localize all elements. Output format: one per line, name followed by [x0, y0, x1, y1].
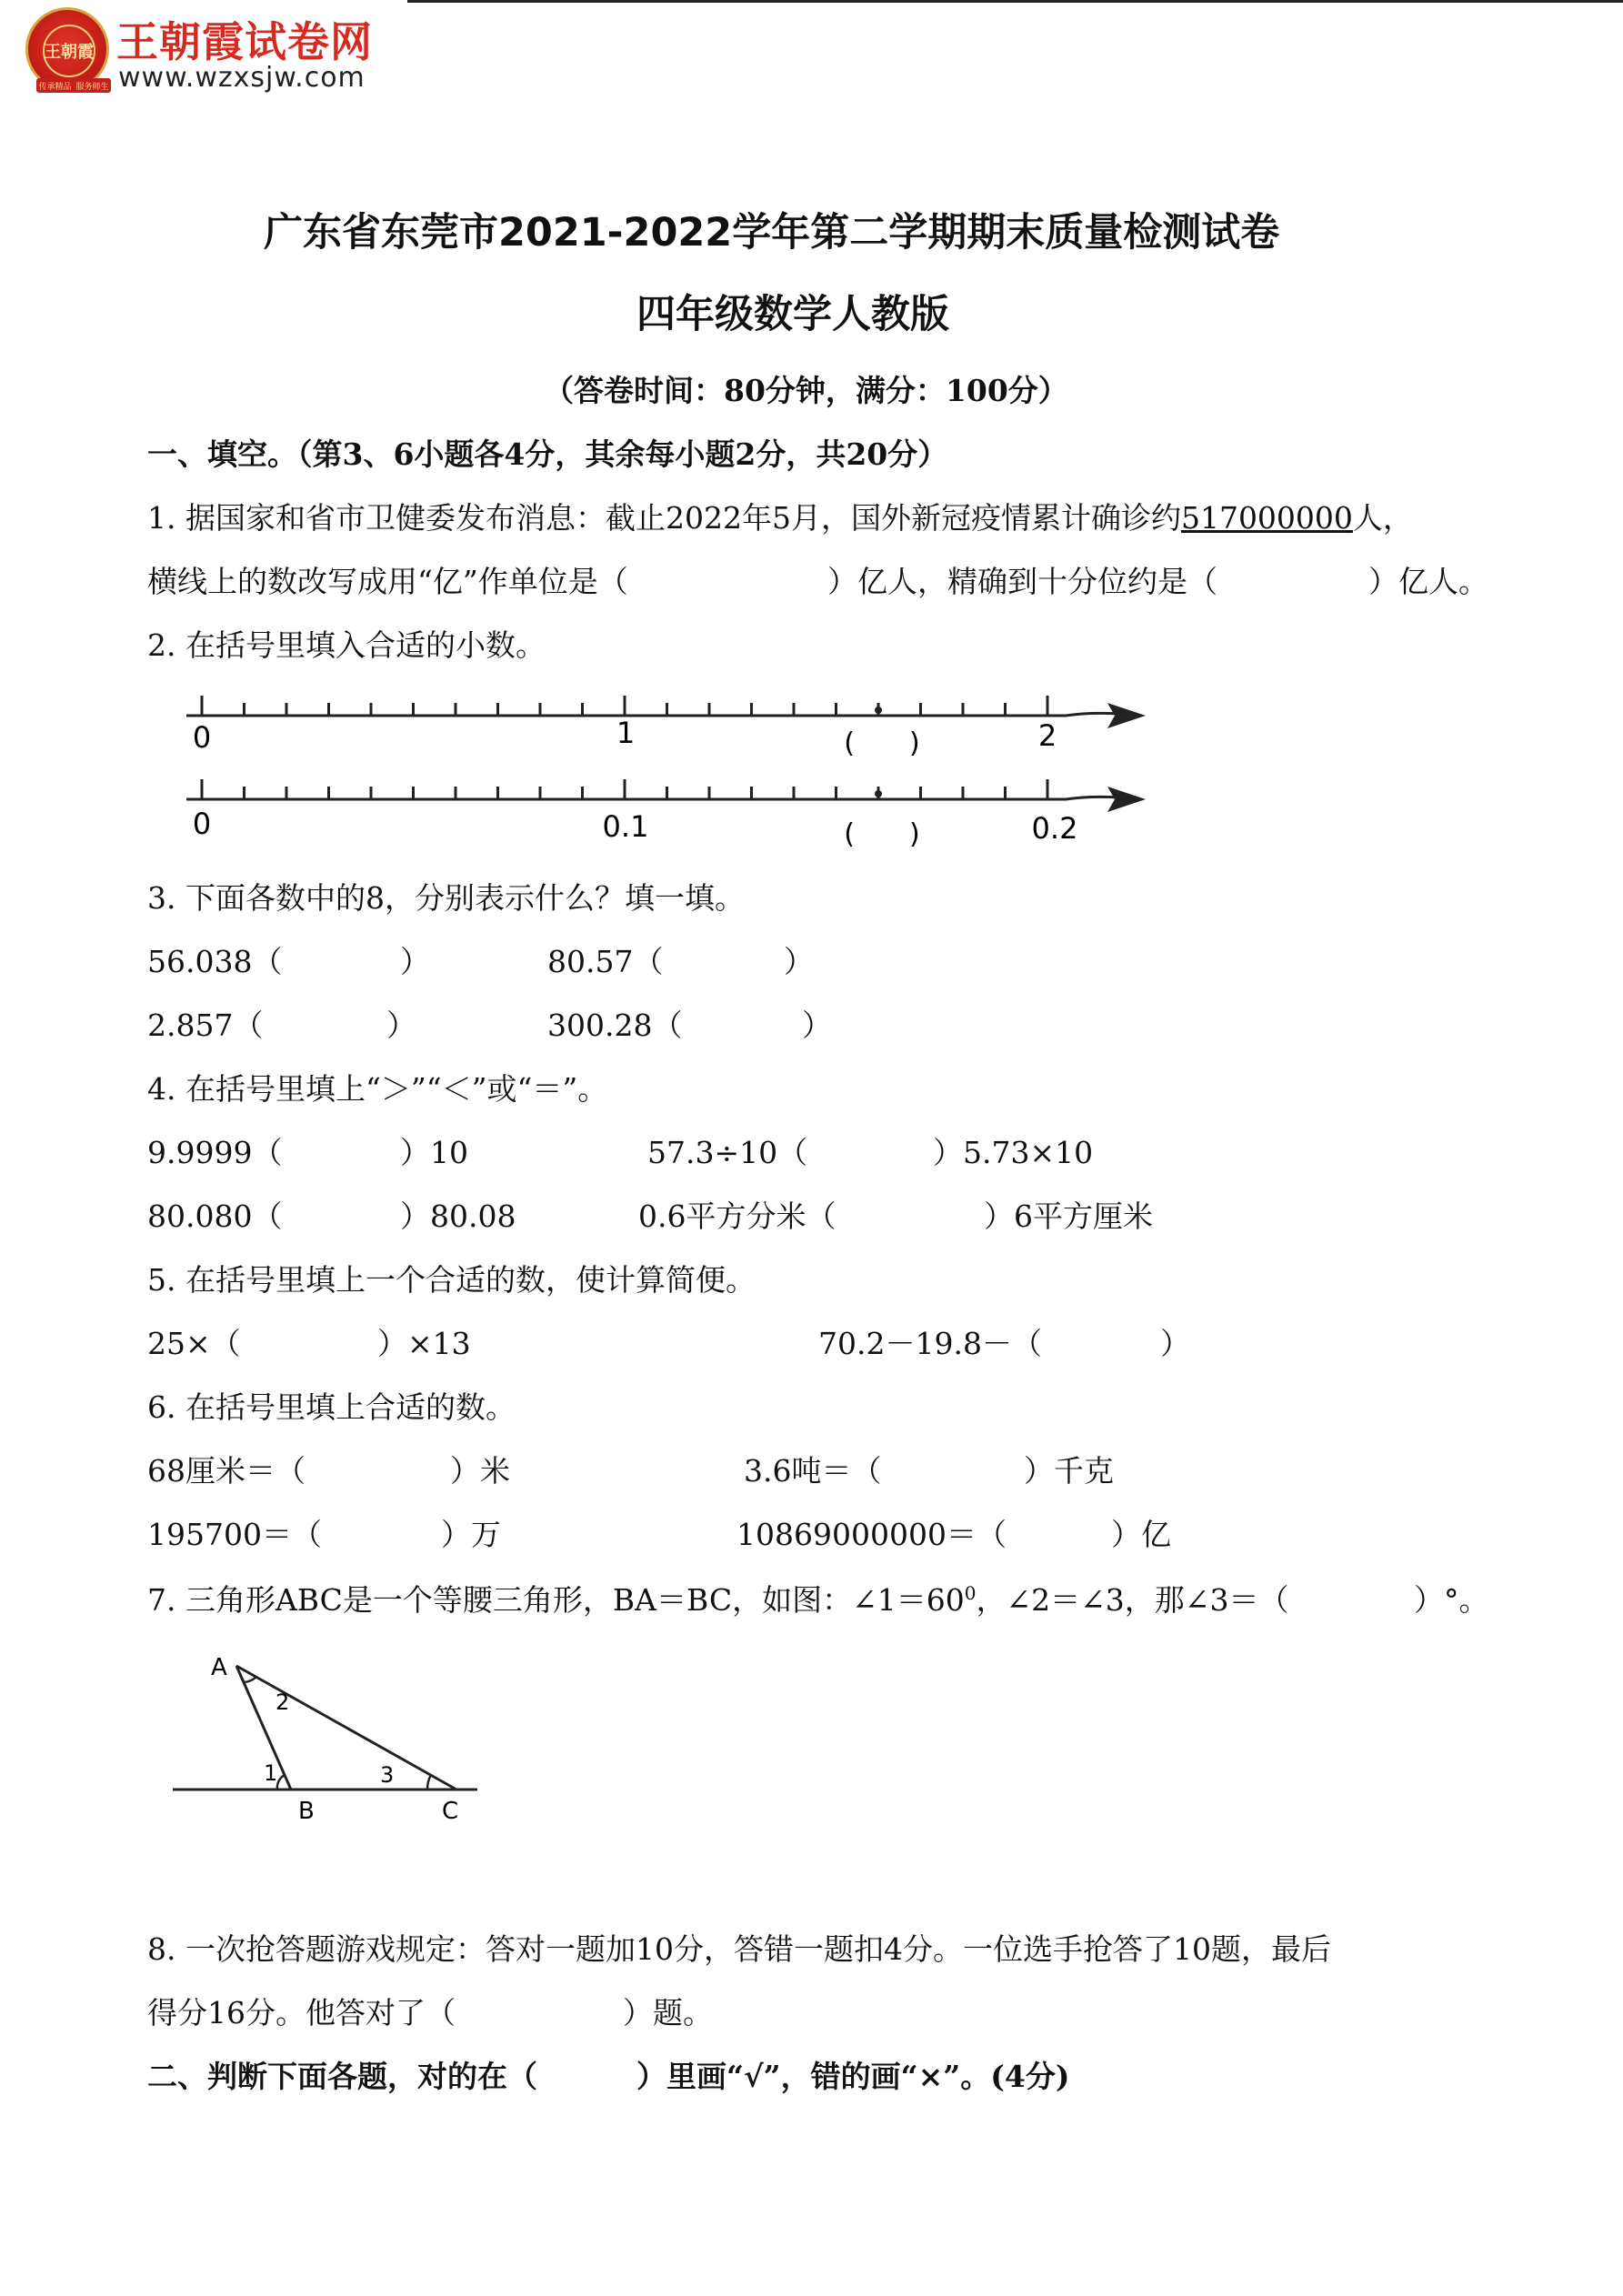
- nl1-label-0: 0: [192, 720, 212, 755]
- nl2-label-1: 0.1: [602, 809, 649, 844]
- q3-item-4b: ）: [802, 1008, 832, 1043]
- q6-item-4a: 10869000000＝（: [736, 1517, 1007, 1552]
- q1-line2-c: ）亿人。: [1368, 564, 1488, 599]
- q3-item-3a: 2.857（: [147, 1008, 264, 1043]
- logo-ribbon: [36, 78, 111, 93]
- nl1-blank: ( ): [844, 727, 920, 759]
- q7-text-b: ，∠2＝∠3，那∠3＝（: [976, 1582, 1289, 1618]
- q4-text: 4. 在括号里填上“＞”“＜”或“＝”。: [147, 1071, 608, 1107]
- q7-angle1: ∠1＝60: [852, 1582, 965, 1618]
- q3-item-2a: 80.57（: [547, 944, 664, 979]
- q1-number: 517000000: [1180, 500, 1353, 536]
- triangle-figure: [164, 1637, 491, 1837]
- nl2-label-0: 0: [192, 807, 212, 841]
- fig-label-1: 1: [264, 1760, 278, 1786]
- nl2-label-2: 0.2: [1031, 811, 1078, 846]
- section2-heading-b: ）里画“√”，错的画“×”。(4分): [636, 2059, 1070, 2094]
- q2-text: 2. 在括号里填入合适的小数。: [147, 627, 546, 663]
- fig-label-3: 3: [380, 1762, 395, 1788]
- q5-item-2b: ）: [1160, 1326, 1190, 1361]
- nl2-blank: ( ): [844, 818, 920, 850]
- marked-point: [875, 790, 882, 797]
- q3-item-2b: ）: [784, 944, 814, 979]
- q6-item-3a: 195700＝（: [147, 1517, 322, 1552]
- q7-text-c: ）°。: [1414, 1582, 1489, 1618]
- q1-line1: [147, 495, 1413, 537]
- q4-item-1a: 9.9999（: [147, 1135, 283, 1170]
- q3-item-1a: 56.038（: [147, 944, 283, 979]
- q7-text-a: 7. 三角形ABC是一个等腰三角形，BA＝BC，如图：: [147, 1582, 853, 1618]
- q4-item-3b: ）80.08: [400, 1198, 516, 1234]
- q3-item-3b: ）: [386, 1008, 416, 1043]
- q5-item-1b: ）×13: [377, 1326, 471, 1361]
- nl1-label-2: 2: [1037, 718, 1057, 753]
- q5-item-2a: 70.2－19.8－（: [818, 1326, 1042, 1361]
- ribbon-right: 服务师生: [75, 82, 109, 92]
- q1-line2-a: 横线上的数改写成用“亿”作单位是（: [147, 564, 628, 599]
- q4-item-3a: 80.080（: [147, 1198, 283, 1234]
- q4-item-4a: 0.6平方分米（: [638, 1198, 837, 1234]
- fig-label-2: 2: [276, 1689, 290, 1715]
- q5-item-1a: 25×（: [147, 1326, 241, 1361]
- q6-item-1a: 68厘米＝（: [147, 1453, 306, 1489]
- marked-point: [875, 707, 882, 714]
- q8-line2-a: 得分16分。他答对了（: [147, 1995, 456, 2030]
- q3-item-4a: 300.28（: [547, 1008, 683, 1043]
- exam-note: （答卷时间：80分钟，满分：100分）: [544, 373, 1068, 408]
- site-url[interactable]: www.wzxsjw.com: [118, 62, 366, 94]
- q6-text: 6. 在括号里填上合适的数。: [147, 1389, 516, 1425]
- ribbon-left: 传承精品: [38, 82, 72, 92]
- exam-title: 广东省东莞市2021-2022学年第二学期期末质量检测试卷: [264, 210, 1280, 256]
- q4-item-4b: ）6平方厘米: [984, 1198, 1153, 1234]
- number-line-2: [182, 768, 1164, 859]
- q7-text: [147, 1577, 1288, 1619]
- logo-seal: 王朝霞: [43, 25, 95, 77]
- section2-heading-a: 二、判断下面各题，对的在（: [147, 2059, 537, 2094]
- fig-label-B: B: [298, 1798, 315, 1825]
- q8-line2-b: ）题。: [623, 1995, 713, 2030]
- fig-label-C: C: [442, 1798, 459, 1825]
- q6-item-2a: 3.6吨＝（: [744, 1453, 882, 1489]
- q1-line2-b: ）亿人，精确到十分位约是（: [827, 564, 1217, 599]
- q1-text-post: 人，: [1352, 500, 1413, 536]
- q3-item-1b: ）: [400, 944, 430, 979]
- nl1-label-1: 1: [616, 716, 636, 750]
- q6-item-4b: ）亿: [1111, 1517, 1171, 1552]
- number-line-1: [182, 677, 1164, 768]
- q4-item-2a: 57.3÷10（: [647, 1135, 808, 1170]
- q4-item-1b: ）10: [400, 1135, 468, 1170]
- exam-subtitle: 四年级数学人教版: [636, 292, 949, 337]
- section1-heading: 一、填空。（第3、6小题各4分，其余每小题2分，共20分）: [147, 436, 948, 472]
- q8-line1: 8. 一次抢答题游戏规定：答对一题加10分，答错一题扣4分。一位选手抢答了10题，最后: [147, 1931, 1331, 1967]
- site-name[interactable]: 王朝霞试卷网: [116, 17, 373, 66]
- top-rule: [407, 0, 1623, 3]
- q5-text: 5. 在括号里填上一个合适的数，使计算简便。: [147, 1262, 756, 1298]
- q6-item-1b: ）米: [450, 1453, 510, 1489]
- q6-item-3b: ）万: [441, 1517, 501, 1552]
- q6-item-2b: ）千克: [1024, 1453, 1114, 1489]
- q1-text-pre: 1. 据国家和省市卫健委发布消息：截止2022年5月，国外新冠疫情累计确诊约: [147, 500, 1181, 536]
- q7-degree-sup: 0: [964, 1582, 977, 1604]
- q3-text: 3. 下面各数中的8，分别表示什么？填一填。: [147, 880, 745, 916]
- fig-label-A: A: [211, 1654, 227, 1681]
- q4-item-2b: ）5.73×10: [933, 1135, 1094, 1170]
